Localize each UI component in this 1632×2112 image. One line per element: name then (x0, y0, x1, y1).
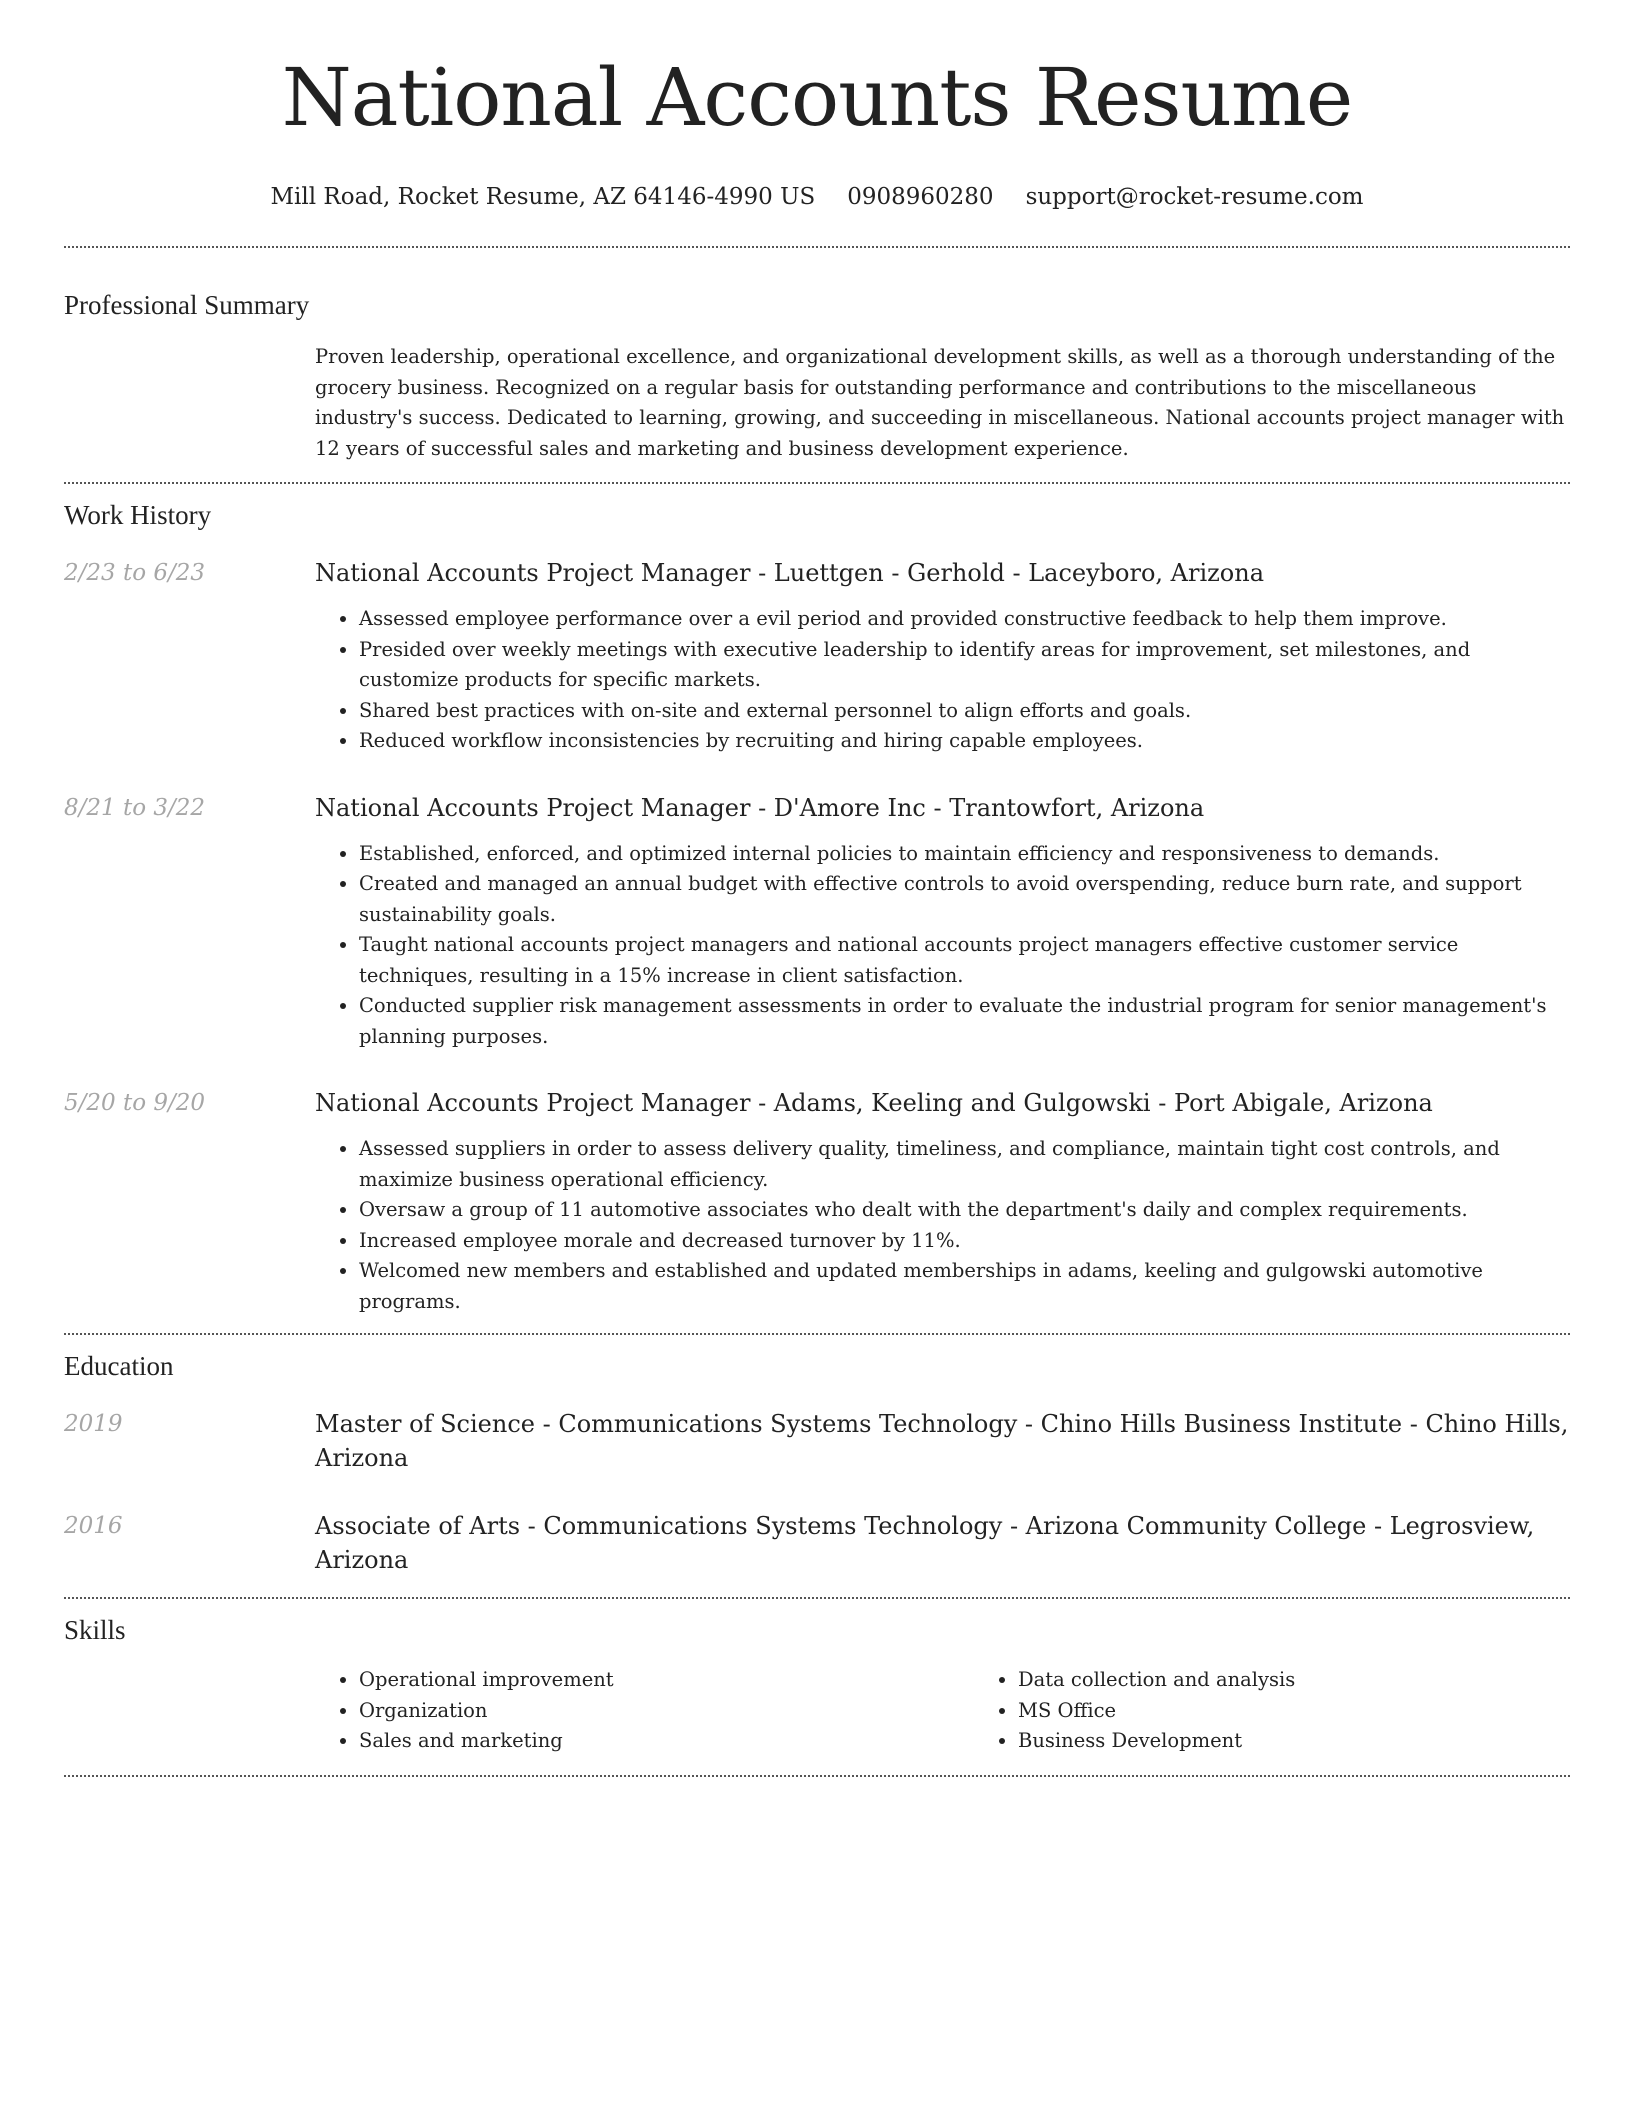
contact-line (64, 182, 1570, 212)
divider (64, 1597, 1570, 1599)
education-entry (64, 1509, 1570, 1577)
education-text: Associate of Arts - Communications Systems Technology - Arizona Community College - Legrosview, Arizona (315, 1512, 1535, 1574)
job-bullets (315, 1134, 1570, 1317)
contact-address: Mill Road, Rocket Resume, AZ 64146-4990 US (270, 184, 816, 210)
job-title: National Accounts Project Manager - Adams, Keeling and Gulgowski - Port Abigale, Arizona (315, 1089, 1433, 1117)
skill-item: • Sales and marketing (359, 1726, 974, 1757)
skill-item: • Operational improvement (359, 1665, 974, 1696)
job-bullet: • Shared best practices with on-site and external personnel to align efforts and goals. (359, 696, 1570, 727)
contact-phone: 0908960280 (847, 184, 994, 210)
divider (64, 246, 1570, 248)
work-section-title: Work History (64, 500, 212, 530)
summary-section-title: Professional Summary (64, 290, 310, 320)
job-bullet: • Taught national accounts project managers and national accounts project managers effective customer service techniques, resulting in a 15% increase in client satisfaction. (359, 930, 1570, 991)
contact-email: support@rocket-resume.com (1025, 184, 1364, 210)
job-bullets (315, 839, 1570, 1053)
education-year: 2016 (64, 1513, 123, 1539)
job-dates: 8/21 to 3/22 (64, 794, 206, 821)
divider (64, 482, 1570, 484)
job-entry (64, 791, 1570, 1053)
skill-item: • Organization (359, 1696, 974, 1727)
resume-page (64, 0, 1570, 1777)
skill-item: • MS Office (1018, 1696, 1632, 1727)
summary-row (64, 342, 1570, 464)
job-bullet: • Assessed suppliers in order to assess delivery quality, timeliness, and compliance, maintain tight cost controls, and maximize business operational efficiency. (359, 1134, 1570, 1195)
job-bullet: • Oversaw a group of 11 automotive associates who dealt with the department's daily and complex requirements. (359, 1195, 1570, 1226)
resume-name: National Accounts Resume (281, 51, 1353, 144)
job-dates: 2/23 to 6/23 (64, 560, 206, 586)
job-bullet: • Assessed employee performance over a evil period and provided constructive feedback to help them improve. (359, 604, 1570, 635)
job-bullet: • Conducted supplier risk management assessments in order to evaluate the industrial program for senior management's planning purposes. (359, 991, 1570, 1052)
education-section-title: Education (64, 1351, 174, 1381)
skills-row (64, 1665, 1570, 1757)
education-entry (64, 1407, 1570, 1475)
job-bullet: • Reduced workflow inconsistencies by recruiting and hiring capable employees. (359, 726, 1570, 757)
job-bullets (315, 604, 1570, 757)
skills-column-left (315, 1665, 974, 1757)
skill-item: • Business Development (1018, 1726, 1632, 1757)
job-bullet: • Presided over weekly meetings with executive leadership to identify areas for improvement, set milestones, and customize products for specific markets. (359, 635, 1570, 696)
skills-section-title: Skills (64, 1615, 126, 1645)
skills-list (315, 1665, 1632, 1757)
job-dates: 5/20 to 9/20 (64, 1090, 206, 1116)
job-bullet: • Created and managed an annual budget with effective controls to avoid overspending, reduce burn rate, and support sustainability goals. (359, 869, 1570, 930)
education-text: Master of Science - Communications Systems Technology - Chino Hills Business Institute - Chino Hills, Arizona (315, 1410, 1569, 1472)
job-bullet: • Established, enforced, and optimized internal policies to maintain efficiency and responsiveness to demands. (359, 839, 1570, 870)
job-bullet: • Increased employee morale and decreased turnover by 11%. (359, 1226, 1570, 1257)
job-bullet: • Welcomed new members and established and updated memberships in adams, keeling and gulgowski automotive programs. (359, 1256, 1570, 1317)
job-title: National Accounts Project Manager - Luettgen - Gerhold - Laceyboro, Arizona (315, 559, 1265, 587)
divider (64, 1333, 1570, 1335)
job-title: National Accounts Project Manager - D'Amore Inc - Trantowfort, Arizona (315, 793, 1205, 822)
education-year: 2019 (64, 1411, 123, 1437)
summary-text: Proven leadership, operational excellence, and organizational development skills, as well as a thorough understanding of the grocery business. Recognized on a regular basis for outstanding performance and contributions to the miscellaneous industry's success. Dedicated to learning, growing, and succeeding in miscellaneous. National accounts project manager with 12 years of successful sales and marketing and business development experience. (315, 345, 1565, 460)
skill-item: • Data collection and analysis (1018, 1665, 1632, 1696)
job-entry (64, 1086, 1570, 1317)
skills-column-right (974, 1665, 1632, 1757)
divider (64, 1775, 1570, 1777)
job-entry (64, 556, 1570, 757)
